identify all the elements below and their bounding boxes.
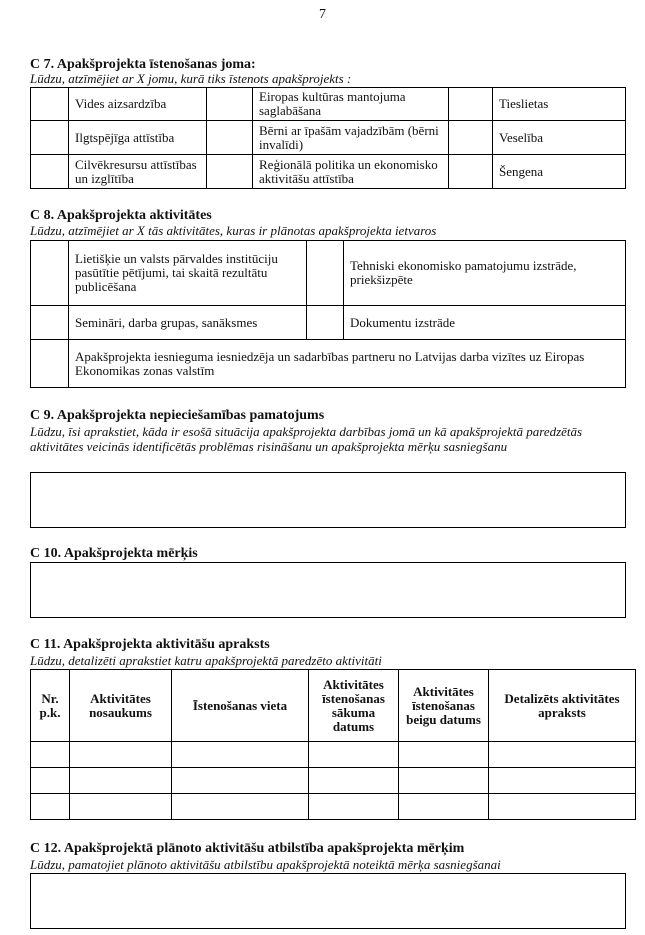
domain-label: Veselība: [493, 121, 626, 155]
checkbox-cell[interactable]: [207, 88, 253, 121]
activity-label: Semināri, darba grupas, sanāksmes: [69, 306, 307, 340]
table-cell[interactable]: [489, 742, 636, 768]
table-row: [31, 241, 626, 306]
table-row: [31, 340, 626, 388]
table-cell[interactable]: [172, 794, 309, 820]
column-header: Aktivitātes nosaukums: [70, 670, 172, 742]
table-row: [31, 742, 636, 768]
c9-title: C 9. Apakšprojekta nepieciešamības pamatojums: [30, 408, 325, 423]
checkbox-cell[interactable]: [449, 121, 493, 155]
c7-note: Lūdzu, atzīmējiet ar X jomu, kurā tiks īstenots apakšprojekts :: [30, 71, 352, 86]
domain-label: Tieslietas: [493, 88, 626, 121]
checkbox-cell[interactable]: [31, 88, 69, 121]
table-cell[interactable]: [172, 768, 309, 794]
page-number: 7: [319, 7, 326, 22]
activity-label: Tehniski ekonomisko pamatojumu izstrāde, priekšizpēte: [344, 241, 626, 306]
checkbox-cell[interactable]: [207, 121, 253, 155]
c12-text-area[interactable]: [30, 873, 626, 929]
domain-label: Reģionālā politika un ekonomisko aktivitāšu attīstība: [253, 155, 449, 189]
table-cell[interactable]: [31, 794, 70, 820]
c12-title: C 12. Apakšprojektā plānoto aktivitāšu atbilstība apakšprojekta mērķim: [30, 841, 465, 856]
table-row: [31, 121, 626, 155]
table-cell[interactable]: [70, 768, 172, 794]
c9-text-area[interactable]: [30, 472, 626, 528]
c11-note: Lūdzu, detalizēti aprakstiet katru apakšprojektā paredzēto aktivitāti: [30, 653, 382, 668]
checkbox-cell[interactable]: [307, 241, 344, 306]
c9-note: Lūdzu, īsi aprakstiet, kāda ir esošā situācija apakšprojekta darbības jomā un kā apakšprojektā paredzētās aktivitātes veicinās identificētās problēmas risināšanu un apakšprojekta mērķu sasniegšanu: [30, 424, 583, 454]
table-row: [31, 88, 626, 121]
table-row: [31, 155, 626, 189]
c7-domain-table: [30, 87, 626, 189]
c11-activities-table: [30, 669, 636, 820]
table-cell[interactable]: [399, 794, 489, 820]
table-header-row: [31, 670, 636, 742]
column-header: Aktivitātes īstenošanas sākuma datums: [309, 670, 399, 742]
activity-label: Dokumentu izstrāde: [344, 306, 626, 340]
c8-activities-table: [30, 240, 626, 388]
checkbox-cell[interactable]: [31, 241, 69, 306]
domain-label: Šengena: [493, 155, 626, 189]
column-header: Aktivitātes īstenošanas beigu datums: [399, 670, 489, 742]
table-row: [31, 794, 636, 820]
c10-text-area[interactable]: [30, 562, 626, 618]
checkbox-cell[interactable]: [307, 306, 344, 340]
checkbox-cell[interactable]: [31, 306, 69, 340]
table-row: [31, 306, 626, 340]
column-header: Nr. p.k.: [31, 670, 70, 742]
checkbox-cell[interactable]: [31, 340, 69, 388]
table-cell[interactable]: [489, 794, 636, 820]
table-cell[interactable]: [309, 794, 399, 820]
table-cell[interactable]: [309, 768, 399, 794]
domain-label: Ilgtspējīga attīstība: [69, 121, 207, 155]
table-cell[interactable]: [399, 742, 489, 768]
c8-title: C 8. Apakšprojekta aktivitātes: [30, 208, 212, 223]
checkbox-cell[interactable]: [449, 155, 493, 189]
table-cell[interactable]: [399, 768, 489, 794]
domain-label: Vides aizsardzība: [69, 88, 207, 121]
c10-title: C 10. Apakšprojekta mērķis: [30, 546, 198, 561]
column-header: Detalizēts aktivitātes apraksts: [489, 670, 636, 742]
table-cell[interactable]: [489, 768, 636, 794]
checkbox-cell[interactable]: [449, 88, 493, 121]
checkbox-cell[interactable]: [31, 155, 69, 189]
domain-label: Eiropas kultūras mantojuma saglabāšana: [253, 88, 449, 121]
table-cell[interactable]: [31, 742, 70, 768]
domain-label: Cilvēkresursu attīstības un izglītība: [69, 155, 207, 189]
activity-label: Lietišķie un valsts pārvaldes institūciju pasūtītie pētījumi, tai skaitā rezultātu publicēšana: [69, 241, 307, 306]
table-cell[interactable]: [172, 742, 309, 768]
activity-label: Apakšprojekta iesnieguma iesniedzēja un sadarbības partneru no Latvijas darba vizītes uz Eiropas Ekonomikas zonas valstīm: [69, 340, 626, 388]
column-header: Īstenošanas vieta: [172, 670, 309, 742]
table-cell[interactable]: [309, 742, 399, 768]
c8-note: Lūdzu, atzīmējiet ar X tās aktivitātes, kuras ir plānotas apakšprojekta ietvaros: [30, 223, 437, 238]
table-cell[interactable]: [70, 794, 172, 820]
table-cell[interactable]: [70, 742, 172, 768]
table-row: [31, 768, 636, 794]
c7-title: C 7. Apakšprojekta īstenošanas joma:: [30, 57, 256, 72]
table-cell[interactable]: [31, 768, 70, 794]
checkbox-cell[interactable]: [207, 155, 253, 189]
domain-label: Bērni ar īpašām vajadzībām (bērni invalīdi): [253, 121, 449, 155]
c11-title: C 11. Apakšprojekta aktivitāšu apraksts: [30, 637, 270, 652]
c12-note: Lūdzu, pamatojiet plānoto aktivitāšu atbilstību apakšprojektā noteiktā mērķa sasniegšanai: [30, 857, 501, 872]
checkbox-cell[interactable]: [31, 121, 69, 155]
